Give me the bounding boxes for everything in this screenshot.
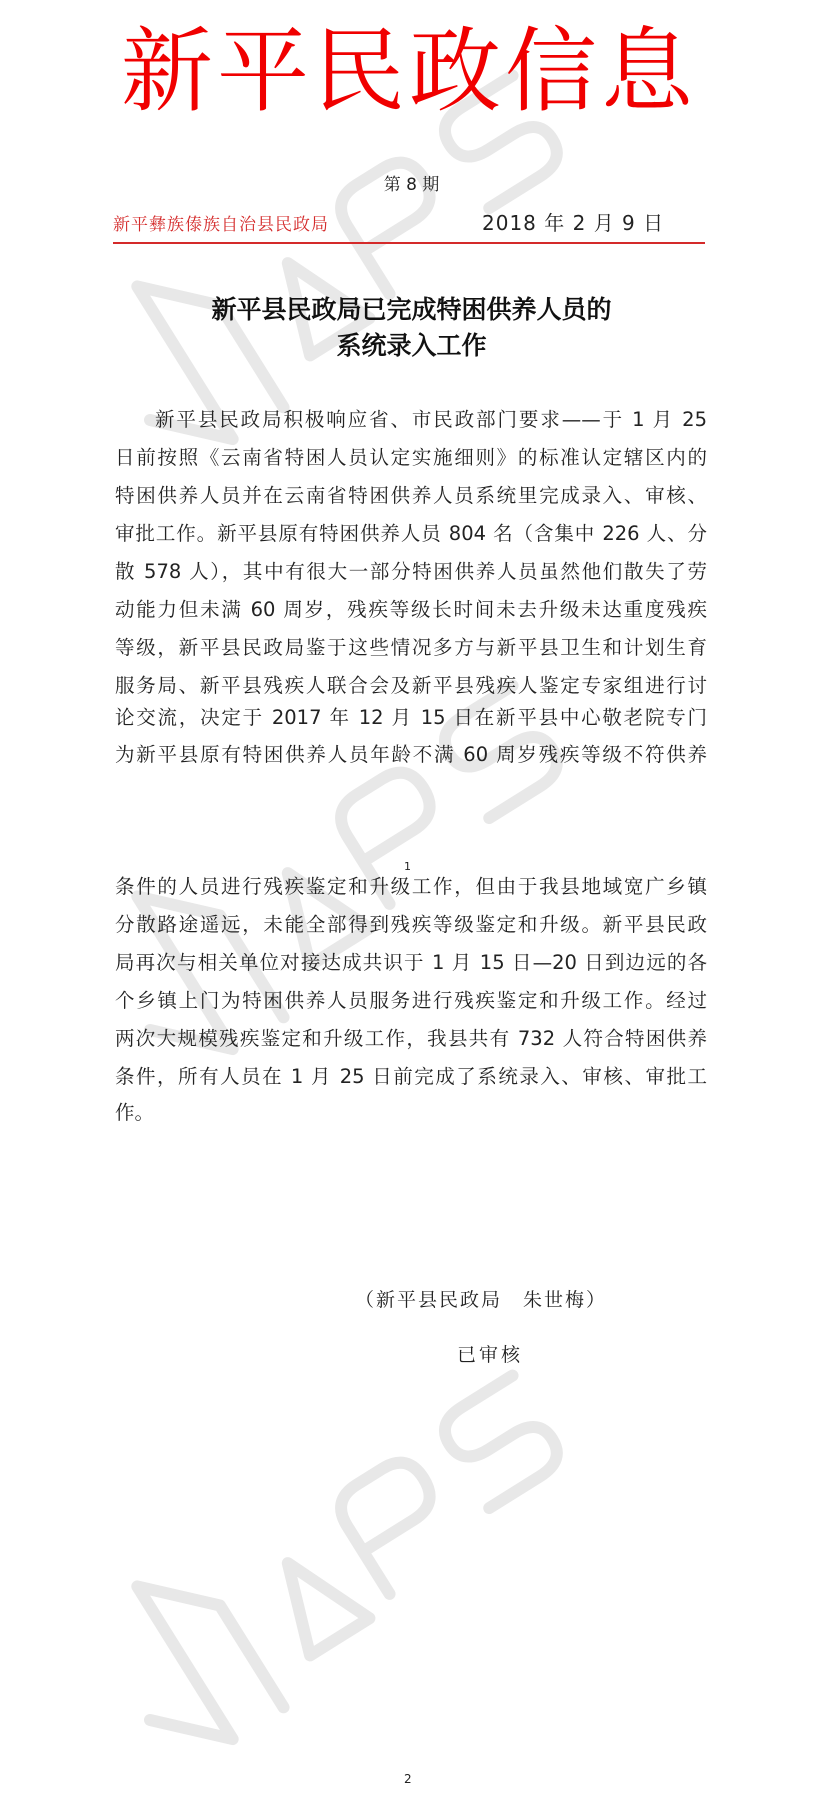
article-headline-line2: 系统录入工作: [336, 331, 487, 360]
body-line: 作。: [115, 1101, 155, 1124]
masthead-title: 新平民政信息: [120, 18, 697, 125]
body-line: 分散路途遥远，未能全部得到残疾等级鉴定和升级。新平县民政: [115, 913, 707, 936]
masthead-rule: [113, 242, 705, 244]
body-line: 新平县民政局积极响应省、市民政部门要求——于 1 月 25: [155, 408, 707, 431]
body-line: 个乡镇上门为特困供养人员服务进行残疾鉴定和升级工作。经过: [115, 989, 707, 1012]
issuing-organization: 新平彝族傣族自治县民政局: [113, 215, 329, 235]
page-number-2: 2: [404, 1772, 412, 1786]
body-line: 散 578 人），其中有很大一部分特困供养人员虽然他们散失了劳: [115, 560, 707, 583]
page-number-1: 1: [404, 860, 411, 873]
body-line: 审批工作。新平县原有特困供养人员 804 名（含集中 226 人、分: [115, 522, 707, 545]
body-line: 条件的人员进行残疾鉴定和升级工作，但由于我县地域宽广乡镇: [115, 875, 707, 898]
article-headline-line1: 新平县民政局已完成特困供养人员的: [211, 295, 612, 324]
body-line: 两次大规模残疾鉴定和升级工作，我县共有 732 人符合特困供养: [115, 1027, 707, 1050]
body-line: 局再次与相关单位对接达成共识于 1 月 15 日—20 日到边远的各: [115, 951, 707, 974]
body-line: 等级，新平县民政局鉴于这些情况多方与新平县卫生和计划生育: [115, 636, 707, 659]
issue-date: 2018 年 2 月 9 日: [482, 211, 665, 235]
body-line: 论交流，决定于 2017 年 12 月 15 日在新平县中心敬老院专门: [115, 706, 707, 729]
body-line: 动能力但未满 60 周岁，残疾等级长时间未去升级未达重度残疾: [115, 598, 707, 621]
author-signature: （新平县民政局 朱世梅）: [355, 1289, 608, 1311]
body-line: 特困供养人员并在云南省特困供养人员系统里完成录入、审核、: [115, 484, 707, 507]
body-line: 为新平县原有特困供养人员年龄不满 60 周岁残疾等级不符供养: [115, 743, 707, 766]
review-status: 已审核: [457, 1344, 524, 1366]
issue-number: 第 8 期: [383, 175, 440, 195]
body-line: 日前按照《云南省特困人员认定实施细则》的标准认定辖区内的: [115, 446, 707, 469]
body-line: 服务局、新平县残疾人联合会及新平县残疾人鉴定专家组进行讨: [115, 674, 707, 697]
body-line: 条件，所有人员在 1 月 25 日前完成了系统录入、审核、审批工: [115, 1065, 707, 1088]
